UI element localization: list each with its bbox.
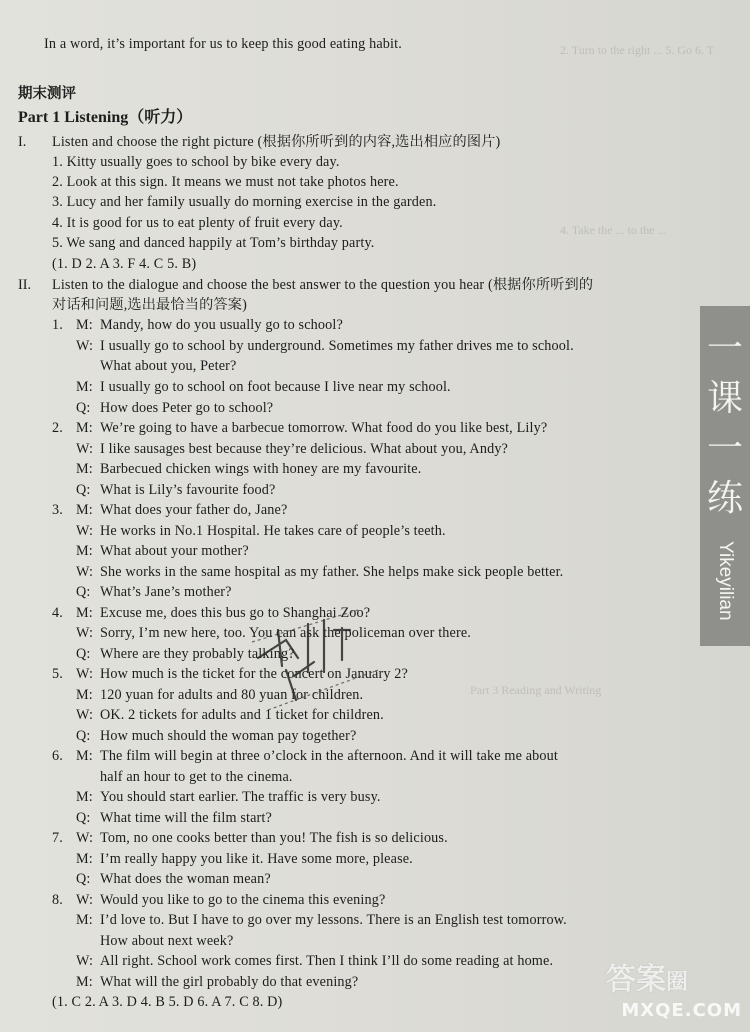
dialogue-speaker: W: [76,625,94,641]
dialogue-speaker: M: [76,502,93,518]
dialogue-speaker: M: [76,789,93,805]
dialogue-speaker: Q: [76,810,91,826]
section-1-item: 4. It is good for us to eat plenty of fruit every day. [52,215,343,231]
dialogue-line: What is Lily’s favourite food? [100,482,276,498]
dialogue-speaker: W: [76,441,94,457]
side-tab-title [700,324,750,524]
side-tab-char: 练 [706,478,743,519]
side-tab-pinyin: Yikeyilian [715,541,736,621]
dialogue-speaker: W: [76,666,94,682]
dialogue-line: What does the woman mean? [100,871,271,887]
dialogue-speaker: M: [76,851,93,867]
dialogue-number: 2. [52,420,63,436]
side-tab-char: 一 [706,428,743,469]
side-tab [700,306,750,646]
dialogue-number: 4. [52,605,63,621]
intro-line: In a word, it’s important for us to keep this good eating habit. [44,36,402,52]
dialogue-speaker: Q: [76,482,91,498]
dialogue-speaker: M: [76,605,93,621]
section-2-instruction: 对话和问题,选出最恰当的答案) [52,297,247,313]
dialogue-line: She works in the same hospital as my father. She helps make sick people better. [100,564,564,580]
dialogue-line: You should start earlier. The traffic is very busy. [100,789,381,805]
dialogue-speaker: W: [76,830,94,846]
dialogue-line: He works in No.1 Hospital. He takes care of people’s teeth. [100,523,446,539]
dialogue-speaker: M: [76,379,93,395]
bleed-through-text: 2. Turn to the right ... 5. Go 6. T [560,43,715,57]
dialogue-speaker: W: [76,338,94,354]
dialogue-line: What time will the film start? [100,810,272,826]
dialogue-number: 3. [52,502,63,518]
dialogue-number: 7. [52,830,63,846]
bleed-through-text: Part 3 Reading and Writing [470,683,602,697]
dialogue-speaker: M: [76,543,93,559]
dialogue-line: I usually go to school by underground. Sometimes my father drives me to school. [100,338,574,354]
side-tab-char: 课 [706,378,743,419]
side-tab-char: 一 [706,328,743,369]
watermark-site: MXQE.COM [621,1000,742,1021]
dialogue-line: I’d love to. But I have to go over my lessons. There is an English test tomorrow. [100,912,567,928]
dialogue-speaker: M: [76,420,93,436]
dialogue-line: Tom, no one cooks better than you! The fish is so delicious. [100,830,448,846]
part-title: Part 1 Listening（听力） [18,109,193,126]
section-1-instruction: Listen and choose the right picture (根据你所听到的内容,选出相应的图片) [52,134,501,150]
section-1-item: 5. We sang and danced happily at Tom’s birthday party. [52,235,375,251]
bleed-through-text: 4. Take the ... to the ... [560,223,667,237]
dialogue-speaker: M: [76,687,93,703]
dialogue-speaker: Q: [76,871,91,887]
dialogue-line: We’re going to have a barbecue tomorrow. What food do you like best, Lily? [100,420,548,436]
dialogue-speaker: W: [76,892,94,908]
dialogue-line: I’m really happy you like it. Have some more, please. [100,851,413,867]
dialogue-line: What does your father do, Jane? [100,502,288,518]
dialogue-line: Would you like to go to the cinema this evening? [100,892,386,908]
dialogue-speaker: M: [76,974,93,990]
dialogue-speaker: Q: [76,584,91,600]
dialogue-speaker: Q: [76,646,91,662]
dialogue-number: 8. [52,892,63,908]
dialogue-line: OK. 2 tickets for adults and 1 ticket for children. [100,707,384,723]
dialogue-line: I usually go to school on foot because I live near my school. [100,379,451,395]
section-1-item: 3. Lucy and her family usually do morning exercise in the garden. [52,194,437,210]
dialogue-line: Mandy, how do you usually go to school? [100,317,343,333]
section-2-answers: (1. C 2. A 3. D 4. B 5. D 6. A 7. C 8. D) [52,994,283,1010]
dialogue-speaker: W: [76,953,94,969]
dialogue-line: Barbecued chicken wings with honey are my favourite. [100,461,422,477]
section-1-answers: (1. D 2. A 3. F 4. C 5. B) [52,256,197,272]
section-2-instruction: Listen to the dialogue and choose the best answer to the question you hear (根据你所听到的 [52,277,594,293]
dialogue-line: half an hour to get to the cinema. [100,769,293,785]
dialogue-line: What’s Jane’s mother? [100,584,232,600]
dialogue-speaker: M: [76,748,93,764]
dialogue-line: Sorry, I’m new here, too. You can ask the policeman over there. [100,625,471,641]
section-1-number: I. [18,134,27,150]
dialogue-line: How much is the ticket for the concert on January 2? [100,666,409,682]
dialogue-speaker: M: [76,461,93,477]
dialogue-line: How much should the woman pay together? [100,728,357,744]
dialogue-line: The film will begin at three o’clock in the afternoon. And it will take me about [100,748,558,764]
dialogue-speaker: Q: [76,400,91,416]
section-1-item: 1. Kitty usually goes to school by bike every day. [52,154,340,170]
dialogue-number: 5. [52,666,63,682]
dialogue-line: Excuse me, does this bus go to Shanghai Zoo? [100,605,371,621]
dialogue-speaker: W: [76,564,94,580]
dialogue-number: 6. [52,748,63,764]
section-title: 期末测评 [18,86,76,102]
watermark-logo: 答案圈 [606,962,689,997]
dialogue-line: Where are they probably talking? [100,646,295,662]
dialogue-line: I like sausages best because they’re delicious. What about you, Andy? [100,441,509,457]
dialogue-line: What will the girl probably do that evening? [100,974,359,990]
dialogue-speaker: M: [76,317,93,333]
dialogue-line: What about you, Peter? [100,358,237,374]
section-2-number: II. [18,277,31,293]
dialogue-number: 1. [52,317,63,333]
dialogue-line: How does Peter go to school? [100,400,274,416]
dialogue-speaker: Q: [76,728,91,744]
site-watermark [602,962,742,1026]
dialogue-line: All right. School work comes first. Then I think I’ll do some reading at home. [100,953,554,969]
dialogue-line: What about your mother? [100,543,249,559]
dialogue-speaker: W: [76,707,94,723]
dialogue-speaker: M: [76,912,93,928]
dialogue-line: 120 yuan for adults and 80 yuan for children. [100,687,364,703]
dialogue-speaker: W: [76,523,94,539]
section-1-item: 2. Look at this sign. It means we must not take photos here. [52,174,399,190]
dialogue-line: How about next week? [100,933,234,949]
